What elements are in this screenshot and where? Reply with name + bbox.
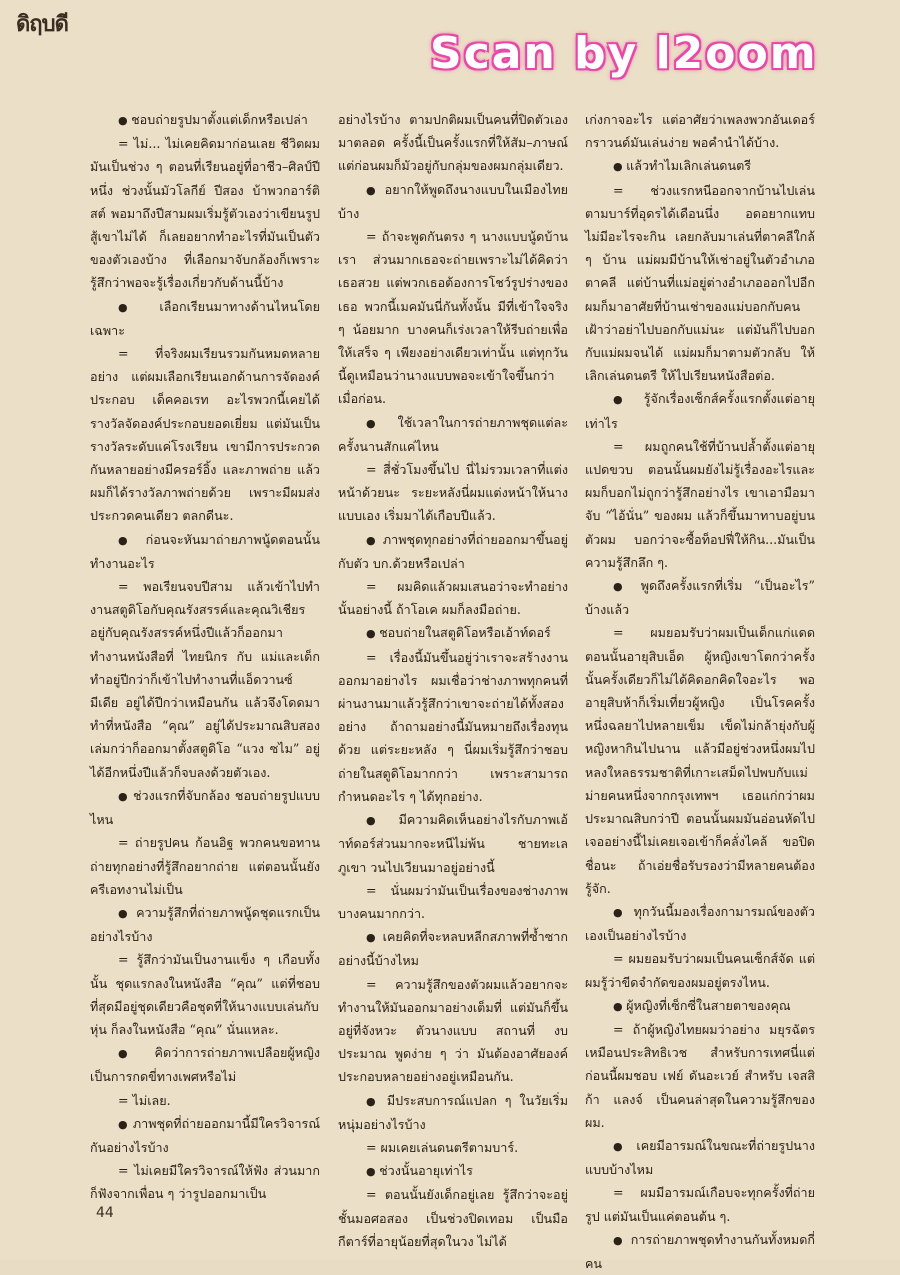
answer-paragraph: = พอเรียนจบปีสาม แล้วเข้าไปทำงานสตูดิโอกับคุณรังสรรค์และคุณวิเชียรอยู่กับคุณรังสรรค์หนึ่งปีแล้วก็ออกมาทำงานหนังสือที่ ไทยนิกร กับ แม่และเด็ก ทำอยู่ปีกว่าก็เข้าไปทำงานที่แอ็ดวานซ์ มีเดีย อยู่ได้ปีกว่าเหมือนกัน แล้วจึงโดดมาทำที่หนังสือ “คุณ” อยู่ได้ประมาณสิบสองเล่มกว่าก็ออกมาตั้งสตูดิโอ “แวง ซไม” อยู่ได้อีกหนึ่งปีแล้วก็จบลงด้วยตัวเอง.	[90, 579, 320, 780]
text-column-2	[338, 108, 568, 1249]
answer-paragraph: = เรื่องนี้มันขึ้นอยู่ว่าเราจะสร้างงานออกมาอย่างไร ผมเชื่อว่าช่างภาพทุกคนที่ผ่านงานมาแล้วรู้สึกว่าเขาจะถ่ายได้ทั้งสองอย่าง ถ้าถามอย่างนี้มันหมายถึงเรื่องทุนด้วย แต่ระยะหลัง ๆ นี่ผมเริ่มรู้สึกว่าชอบถ่ายในสตูดิโอมากกว่า เพราะสามารถกำหนดอะไร ๆ ได้ทุกอย่าง.	[338, 649, 568, 804]
question-paragraph: ● ชอบถ่ายในสตูดิโอหรือเอ้าท์ดอร์	[338, 621, 568, 645]
answer-paragraph: = ที่จริงผมเรียนรวมกันหมดหลายอย่าง แต่ผมเลือกเรียนเอกด้านการจัดองค์ประกอบ เด็คคอเรท อะไรพวกนี้เคยได้รางวัลจัดองค์ประกอบยอดเยี่ยม แต่มันเป็นรางวัลระดับแค่โรงเรียน เขามีการประกวดกันหลายอย่างมีครอร์อิ้ง และภาพถ่าย แล้วผมก็ได้รางวัลภาพถ่ายด้วย เพราะมีผมส่งประกวดคนเดียว ตลกดีนะ.	[90, 346, 320, 524]
answer-paragraph: = ไม่... ไม่เคยคิดมาก่อนเลย ชีวิตผมมันเป็นช่วง ๆ ตอนที่เรียนอยู่ที่อาชีว–ศิลป์ปีหนึ่ง ช่วงนั้นมัวโลกีย์ ปีสอง บ้าพวกอาร์ติสต์ พอมาถึงปีสามผมเริ่มรู้ตัวเองว่าเขียนรูปสู้เขาไม่ได้ ก็เลยอยากทำอะไรที่มันเป็นตัวของตัวเองบ้าง ที่เลือกมาจับกล้องก็เพราะรู้สึกว่าพอจะรู้เรื่องเกี่ยวกับด้านนี้บ้าง	[90, 136, 320, 291]
answer-paragraph: = ผมมีอารมณ์เกือบจะทุกครั้งที่ถ่ายรูป แต่มันเป็นแค่ตอนต้น ๆ.	[585, 1185, 815, 1224]
question-paragraph: ● มีความคิดเห็นอย่างไรกับภาพเอ้าท์ดอร์ส่วนมากจะหนีไม่พ้น ชายทะเล ภูเขา วนไปเวียนมาอยู่อย่างนี้	[338, 808, 568, 879]
answer-paragraph: = ผมยอมรับว่าผมเป็นเด็กแก่แดดตอนนั้นอายุสิบเอ็ด ผู้หญิงเขาโตกว่าครั้งนั้นครั้งเดียวก็ไม่ได้คิดอกคิดใจอะไร พออายุสิบห้าก็เริ่มเที่ยวผู้หญิง เป็นโรคครั้งหนึ่งฉลยาไปหลายเข็ม เข็ดไม่กล้ายุ่งกับผู้หญิงหากินไปนาน แล้วมีอยู่ช่วงหนึ่งผมไปหลงใหลธรรมชาติที่เกาะเสม็ดไปพบกับแม่ม่ายคนหนึ่งจากกรุงเทพฯ เธอแก่กว่าผมประมาณสิบกว่าปี ตอนนั้นผมมันอ่อนหัดไปเจออย่างนี้ไม่เคยเจอเข้าก็คลั่งไคล้ ขอปิดชื่อนะ ถ้าเอ่ยชื่อรับรองว่ามีหลายคนต้องรู้จัก.	[585, 625, 815, 896]
question-paragraph: ● การถ่ายภาพชุดทำงานกันทั้งหมดกี่คน	[585, 1228, 815, 1275]
question-paragraph: ● ชอบถ่ายรูปมาตั้งแต่เด็กหรือเปล่า	[90, 108, 320, 132]
question-paragraph: ● อยากให้พูดถึงนางแบบในเมืองไทยบ้าง	[338, 178, 568, 225]
question-paragraph: ● ใช้เวลาในการถ่ายภาพชุดแต่ละครั้งนานสักแค่ไหน	[338, 411, 568, 458]
page-number: 44	[96, 1205, 114, 1221]
text-column-1	[90, 108, 320, 1202]
answer-paragraph: = ผมถูกคนใช้ที่บ้านปล้ำตั้งแต่อายุแปดขวบ ตอนนั้นผมยังไม่รู้เรื่องอะไรและผมก็บอกไม่ถูกว่ารู้สึกอย่างไร เขาเอามือมาจับ “ไอ้นั่น” ของผม แล้วก็ขึ้นมาทาบอยู่บนตัวผม บอกว่าจะซื้อท็อปฟี่ให้กิน...มันเป็นความรู้สึกลึก ๆ.	[585, 438, 815, 570]
magazine-logo: ดิฤบดี	[16, 12, 68, 37]
answer-paragraph: = ความรู้สึกของตัวผมแล้วอยากจะทำงานให้มันออกมาอย่างเต็มที่ แต่มันก็ขึ้นอยู่ที่จังหวะ ตัวนางแบบ สถานที่ งบประมาณ พูดง่าย ๆ ว่า มันต้องอาศัยองค์ประกอบหลายอย่างอยู่เหมือนกัน.	[338, 976, 568, 1085]
question-paragraph: ● ทุกวันนี้มองเรื่องกามารมณ์ของตัวเองเป็นอย่างไรบ้าง	[585, 900, 815, 947]
answer-paragraph: = ช่วงแรกหนีออกจากบ้านไปเล่นตามบาร์ที่อุดรได้เดือนนึ่ง อดอยากแทบไม่มีอะไรจะกิน เลยกลับมาเล่นที่ตาคลีใกล้ ๆ บ้าน แม่ผมมีบ้านให้เช่าอยู่ในตัวอำเภอตาคลี แต่บ้านที่แม่อยู่ต่างอำเภอออกไปอีก ผมก็มาอาศัยที่บ้านเช่าของแม่บอกกับคนเฝ้าว่าอย่าไปบอกกับแม่นะ แต่มันก็ไปบอกกับแม่ผมจนได้ แม่ผมก็มาตามตัวกลับ ให้เลิกเล่นดนตรี ให้ไปเรียนหนังสือต่อ.	[585, 182, 815, 384]
question-paragraph: ● รู้จักเรื่องเซ็กส์ครั้งแรกตั้งแต่อายุเท่าไร	[585, 387, 815, 434]
question-paragraph: ● ช่วงแรกที่จับกล้อง ชอบถ่ายรูปแบบไหน	[90, 784, 320, 831]
question-paragraph: ● เคยมีอารมณ์ในขณะที่ถ่ายรูปนางแบบบ้างไหม	[585, 1134, 815, 1181]
question-paragraph: ● มีประสบการณ์แปลก ๆ ในวัยเริ่มหนุ่มอย่างไรบ้าง	[338, 1089, 568, 1136]
answer-paragraph: = ผมเคยเล่นดนตรีตามบาร์.	[366, 1139, 519, 1155]
scan-watermark-banner: Scan by l2oom	[430, 28, 818, 79]
question-paragraph: ● ผู้หญิงที่เซ็กซี่ในสายตาของคุณ	[585, 994, 815, 1018]
answer-paragraph: = ผมยอมรับว่าผมเป็นคนเซ็กส์จัด แต่ผมรู้ว่าขีดจำกัดของผมอยู่ตรงไหน.	[585, 951, 815, 990]
question-paragraph: ● พูดถึงครั้งแรกที่เริ่ม “เป็นอะไร” บ้างแล้ว	[585, 574, 815, 621]
question-paragraph: ● ภาพชุดทุกอย่างที่ถ่ายออกมาขึ้นอยู่กับตัว บก.ด้วยหรือเปล่า	[338, 528, 568, 575]
question-paragraph: ● ภาพชุดที่ถ่ายออกมานี้มีใครวิจารณ์กันอย่างไรบ้าง	[90, 1112, 320, 1159]
answer-paragraph: = นั่นผมว่ามันเป็นเรื่องของช่างภาพบางคนมากกว่า.	[338, 882, 568, 921]
answer-paragraph: = ตอนนั้นยังเด็กอยู่เลย รู้สึกว่าจะอยู่ชั้นมอศอสอง เป็นช่วงปิดเทอม เป็นมือกีตาร์ที่อายุน้อยที่สุดในวง ไม่ได้	[338, 1187, 568, 1249]
question-paragraph: ● คิดว่าการถ่ายภาพเปลือยผู้หญิงเป็นการกดขี่ทางเพศหรือไม่	[90, 1041, 320, 1088]
answer-paragraph: = ถ้าจะพูดกันตรง ๆ นางแบบนู้ดบ้านเรา ส่วนมากเธอจะถ่ายเพราะไม่ได้คิดว่าเธอสวย แต่พวกเธอต้องการโชว์รูปร่างของเธอ พวกนี้เมคมันนี่กันทั้งนั้น มีที่เข้าใจจริง ๆ น้อยมาก บางคนก็เร่งเวลาให้รีบถ่ายเพื่อให้เสร็จ ๆ เพียงอย่างเดียวเท่านั้น แต่ทุกวันนี้ดูเหมือนว่านางแบบพอจะเข้าใจขึ้นกว่าเมื่อก่อน.	[338, 229, 568, 407]
question-paragraph: ● แล้วทำไมเลิกเล่นดนตรี	[585, 154, 815, 178]
answer-paragraph: = ถ้าผู้หญิงไทยผมว่าอย่าง มยุรฉัตร เหมือนประสิทธิเวช สำหรับการเทศนี่แต่ก่อนนี้ผมชอบ เฟย์ ดันอะเวย์ สำหรับ เจสสิก้า แลงจ์ เป็นคนล่าสุดในความรู้สึกของผม.	[585, 1021, 815, 1130]
answer-paragraph: = ไม่เคยมีใครวิจารณ์ให้ฟัง ส่วนมากก็ฟังจากเพื่อน ๆ ว่ารูปออกมาเป็น	[90, 1163, 320, 1202]
question-paragraph: ● เลือกเรียนมาทางด้านไหนโดยเฉพาะ	[90, 295, 320, 342]
continued-paragraph: อย่างไรบ้าง ตามปกติผมเป็นคนที่ปิดตัวเองมาตลอด ครั้งนี้เป็นครั้งแรกที่ให้สัม–ภาษณ์ แต่ก่อนผมก็มัวอยู่กับกลุ่มของผมกลุ่มเดียว.	[338, 112, 568, 174]
question-paragraph: ● ก่อนจะหันมาถ่ายภาพนู้ดตอนนั้นทำงานอะไร	[90, 528, 320, 575]
question-paragraph: ● เคยคิดที่จะหลบหลีกสภาพที่ซ้ำซากอย่างนี้บ้างไหม	[338, 925, 568, 972]
text-column-3	[585, 108, 815, 1271]
answer-paragraph: = สี่ชั่วโมงขึ้นไป นี่ไม่รวมเวลาที่แต่งหน้าด้วยนะ ระยะหลังนี่ผมแต่งหน้าให้นางแบบเอง เริ่มมาได้เกือบปีแล้ว.	[338, 462, 568, 524]
answer-paragraph: = ผมคิดแล้วผมเสนอว่าจะทำอย่างนั้นอย่างนี้ ถ้าโอเค ผมก็ลงมือถ่าย.	[338, 579, 568, 618]
question-paragraph: ● ความรู้สึกที่ถ่ายภาพนู้ดชุดแรกเป็นอย่างไรบ้าง	[90, 901, 320, 948]
continued-paragraph: เก่งกาจอะไร แต่อาศัยว่าเพลงพวกอันเดอร์กราวนด์มันเล่นง่าย พอคำนำได้บ้าง.	[585, 112, 815, 151]
answer-paragraph: = ถ่ายรูปคน ก้อนอิฐ พวกคนขอทาน ถ่ายทุกอย่างที่รู้สึกอยากถ่าย แต่ตอนนั้นยังครีเอทงานไม่เป็น	[90, 835, 320, 897]
question-paragraph: ● ช่วงนั้นอายุเท่าไร	[338, 1159, 568, 1183]
answer-paragraph: = ไม่เลย.	[118, 1092, 171, 1108]
answer-paragraph: = รู้สึกว่ามันเป็นงานแข็ง ๆ เกือบทั้งนั้น ชุดแรกลงในหนังสือ “คุณ” แต่ที่ชอบที่สุดมีอยู่ชุดเดียวคือชุดที่ให้นางแบบเล่นกับหุ่น ก็ลงในหนังสือ “คุณ” นั่นแหละ.	[90, 952, 320, 1037]
